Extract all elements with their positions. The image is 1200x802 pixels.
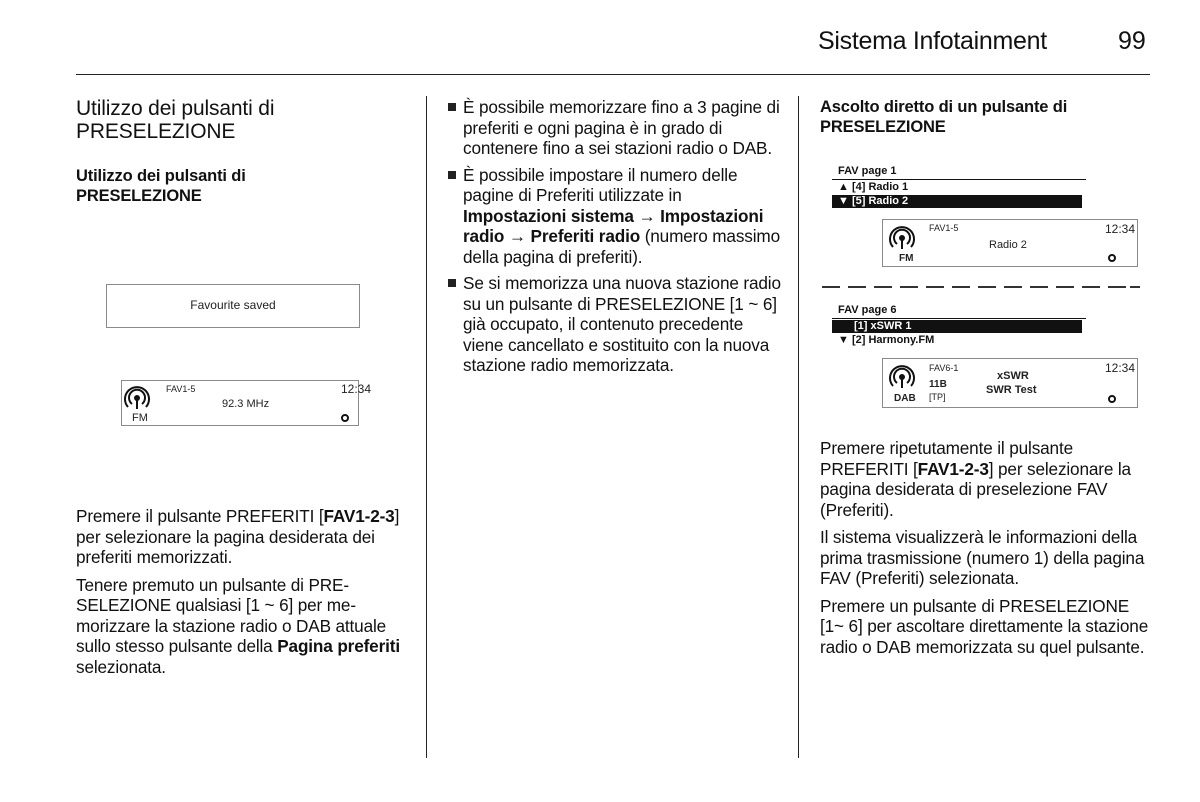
preset-label: FAV6-1 xyxy=(929,363,959,373)
fav-page-title: FAV page 6 xyxy=(838,304,897,316)
page-number: 99 xyxy=(1118,27,1146,55)
bullet-item: È possibile memorizzare fino a 3 pagine di preferiti e ogni pagina è in grado di contenere fino a sei stazioni radio o DAB. xyxy=(447,97,781,159)
dab-channel: 11B xyxy=(929,379,947,390)
bullet-item: Se si memorizza una nuova stazione radio su un pulsante di PRESELEZIONE [1 ~ 6] già occupato, il contenuto precedente viene cancellato e sostituito con la nuova stazione radio memorizzata. xyxy=(447,273,781,376)
radio-broadcast-icon xyxy=(889,363,915,389)
radio-screen-fm-2 xyxy=(882,219,1138,267)
station-name: xSWR xyxy=(997,370,1029,382)
col1-body xyxy=(76,506,412,684)
preset-label: FAV1-5 xyxy=(929,223,959,233)
radio-screen-fm xyxy=(121,380,372,426)
fav-title-underline xyxy=(832,318,1086,319)
col3-body xyxy=(820,438,1156,664)
bullet-square-icon xyxy=(448,171,456,179)
fav-page-6-list xyxy=(832,302,1086,350)
subsection-heading: Utilizzo dei pulsanti di PRESELEZIONE xyxy=(76,167,246,205)
column-divider-2 xyxy=(798,96,799,758)
record-dot-icon xyxy=(1108,395,1116,403)
column-divider-1 xyxy=(426,96,427,758)
program-name: SWR Test xyxy=(986,384,1037,396)
fav-list-row: ▼ [2] Harmony.FM xyxy=(838,334,935,346)
paragraph: Tenere premuto un pulsante di PRESELEZIONE qualsiasi [1 ~ 6] per memorizzare la stazione radio o DAB attuale sullo stesso pulsante della Pagina preferiti selezionata. xyxy=(76,574,400,677)
col2-body xyxy=(447,97,781,382)
col1-subheading-block xyxy=(76,166,296,206)
col1-heading-block xyxy=(76,97,312,143)
radio-broadcast-icon xyxy=(889,224,915,250)
record-dot-icon xyxy=(341,414,349,422)
paragraph: Il sistema visualizzerà le informazioni della prima trasmissione (numero 1) della pagina FAV (Preferiti) selezionata. xyxy=(820,527,1145,588)
fav-list-row-selected: [1] xSWR 1 xyxy=(832,320,1082,333)
paragraph: Premere il pulsante PREFERITI [FAV1-2-3] per selezionare la pagina desiderata dei preferiti memorizzati. xyxy=(76,506,400,567)
clock-time: 12:34 xyxy=(1105,361,1136,375)
fav-title-underline xyxy=(832,179,1086,180)
clock-time: 12:34 xyxy=(1105,222,1136,236)
band-label: FM xyxy=(899,253,914,264)
fav-page-title: FAV page 1 xyxy=(838,165,897,177)
popup-message: Favourite saved xyxy=(190,298,276,312)
clock-time: 12:34 xyxy=(341,382,372,396)
paragraph: Premere ripetutamente il pulsante PREFERITI [FAV1-2-3] per selezionare la pagina desiderata di preselezione FAV (Preferiti). xyxy=(820,438,1131,520)
section-heading: Utilizzo dei pulsanti di PRESELEZIONE xyxy=(76,97,275,143)
frequency-display: 92.3 MHz xyxy=(222,398,270,410)
band-label: FM xyxy=(132,412,148,424)
traffic-program-badge: [TP] xyxy=(929,392,946,402)
paragraph: Premere un pulsante di PRESELEZIONE [1~ 6] per ascoltare direttamente la stazione radio o DAB memorizzata su quel pulsante. xyxy=(820,595,1149,657)
favourite-saved-popup xyxy=(106,284,360,328)
fav-list-row-selected: ▼ [5] Radio 2 xyxy=(832,195,1082,208)
fav-page-1-list xyxy=(832,163,1086,211)
radio-broadcast-icon xyxy=(124,384,150,410)
fav-list-row: ▲ [4] Radio 1 xyxy=(838,181,909,193)
col3-heading-block xyxy=(820,97,1140,137)
page-section-title: Sistema Infotainment xyxy=(818,27,1047,55)
bullet-item: È possibile impostare il numero delle pagine di Preferiti utilizzate in Impostazioni sistema → Impostazioni radio → Preferiti radio (numero massimo della pagina di preferiti). xyxy=(447,165,781,268)
subsection-heading: Ascolto diretto di un pulsante di PRESELEZIONE xyxy=(820,98,1068,136)
band-label: DAB xyxy=(894,393,916,404)
bullet-square-icon xyxy=(448,279,456,287)
station-name: Radio 2 xyxy=(989,239,1027,251)
header-divider xyxy=(76,74,1150,75)
preset-label: FAV1-5 xyxy=(166,384,196,394)
bullet-square-icon xyxy=(448,103,456,111)
record-dot-icon xyxy=(1108,254,1116,262)
radio-screen-dab xyxy=(882,358,1138,408)
